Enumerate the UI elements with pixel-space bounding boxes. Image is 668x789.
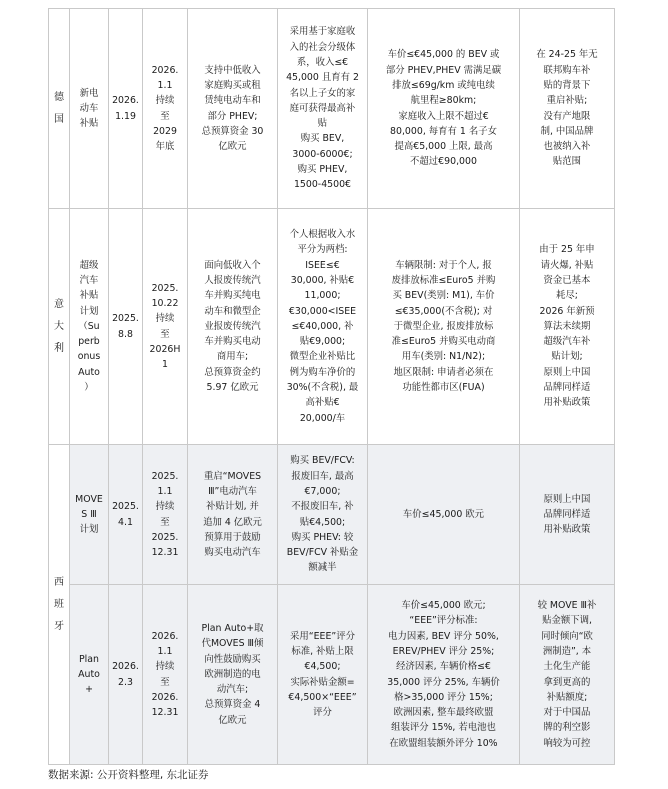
conditions-cell <box>368 209 520 445</box>
content-cell <box>188 209 278 445</box>
content-cell <box>188 9 278 209</box>
table-body <box>49 9 615 765</box>
conditions-line: 格>35,000 评分 15%; <box>394 691 493 703</box>
conditions-line: 航里程≥80km; <box>410 95 477 107</box>
period-line: 12.31 <box>151 707 179 719</box>
amount-line: 购买 BEV/FCV: <box>290 455 355 467</box>
amount-line: 额减半 <box>308 562 337 574</box>
program-line: onus <box>77 351 101 363</box>
content-line: Ⅲ”电动汽车 <box>208 485 257 497</box>
notes-line: 品牌同样适 <box>543 508 591 520</box>
notes-line: 制, 中国品牌 <box>540 125 594 137</box>
program-line: Auto <box>78 668 100 680</box>
content-line: 人报废传统汽 <box>204 274 261 286</box>
notes-line: 拿到更高的 <box>543 676 591 688</box>
content-line: Plan Auto+取 <box>201 622 264 634</box>
period-line: 至 <box>160 328 170 340</box>
conditions-line: 于微型企业, 报废排放标 <box>393 320 494 332</box>
announce-date-cell: 2026. 1.19 <box>109 9 143 209</box>
content-line: 5.97 亿欧元 <box>206 382 259 394</box>
conditions-line: 买 BEV(类别: M1), 车价 <box>392 290 495 302</box>
notes-line: 在 24-25 年无 <box>536 49 598 61</box>
content-line: 赁纯电动车和 <box>204 95 261 107</box>
content-line: 部分 PHEV; <box>207 110 258 122</box>
content-line: 亿欧元 <box>218 141 247 153</box>
content-line: 面向低收入个 <box>204 259 261 271</box>
notes-line: 资金已基本 <box>543 274 591 286</box>
conditions-line: 组装评分 15%, 若电池也 <box>391 722 496 734</box>
content-line: 追加 4 亿欧元 <box>203 516 262 528</box>
notes-line: 对于中国品 <box>543 707 591 719</box>
content-line: 代MOVES Ⅲ倾 <box>201 638 264 650</box>
period-cell <box>143 9 188 209</box>
content-line: 商用车; <box>216 351 249 363</box>
notes-line: 洲制造”, 本 <box>542 645 592 657</box>
notes-line: 算法未续期 <box>543 320 591 332</box>
program-line: 计划 <box>79 524 99 536</box>
period-line: 年底 <box>155 141 175 153</box>
program-line: Plan <box>79 653 99 665</box>
amount-cell <box>278 209 368 445</box>
conditions-line: 准≤Euro5 并购买电动商 <box>391 336 496 348</box>
conditions-line: 欧洲因素, 整车最终欧盟 <box>393 707 494 719</box>
content-cell <box>188 585 278 765</box>
conditions-line: EREV/PHEV 评分 25%; <box>392 645 495 657</box>
notes-line: 请火爆, 补贴 <box>540 259 594 271</box>
period-line: 持续 <box>155 661 175 673</box>
amount-line: 微型企业补贴比 <box>289 351 356 363</box>
amount-line: 1500-4500€ <box>293 179 352 191</box>
notes-line: 贴金额下调, <box>542 615 592 627</box>
conditions-line: 车价≤45,000 欧元 <box>402 508 485 520</box>
notes-line: 品牌同样适 <box>543 382 591 394</box>
content-line: 向性鼓励购买 <box>204 653 261 665</box>
notes-line: 用补贴政策 <box>543 397 591 409</box>
amount-line: 45,000 且育有 2 <box>286 72 359 84</box>
notes-line: 补贴额度; <box>546 691 588 703</box>
country-char: 利 <box>54 342 64 354</box>
amount-line: €4,500; <box>304 661 341 673</box>
period-cell <box>143 209 188 445</box>
period-line: 至 <box>160 516 170 528</box>
notes-line: 响较为可控 <box>543 737 591 749</box>
program-line: 动车 <box>79 102 99 114</box>
conditions-line: 80,000, 每育有 1 名子女 <box>390 125 497 137</box>
conditions-line: 功能性都市区(FUA) <box>402 382 485 394</box>
period-line: 1.1 <box>157 645 173 657</box>
notes-cell <box>520 209 615 445</box>
country-cell <box>49 9 70 209</box>
amount-cell <box>278 9 368 209</box>
subsidy-table <box>48 8 615 765</box>
amount-line: 不报废旧车, 补 <box>291 501 354 513</box>
amount-line: 实际补贴金额= <box>290 676 355 688</box>
period-line: 至 <box>160 110 170 122</box>
announce-date-cell: 2026. 2.3 <box>109 585 143 765</box>
amount-line: 采用基于家庭收 <box>289 26 356 38</box>
content-line: 总预算资金约 <box>204 366 261 378</box>
conditions-line: 电力因素, BEV 评分 50%, <box>388 630 499 642</box>
program-line: Auto <box>78 366 100 378</box>
period-line: 持续 <box>155 95 175 107</box>
amount-line: €4,500×“EEE” <box>288 691 357 703</box>
conditions-cell <box>368 9 520 209</box>
amount-line: 评分 <box>313 707 332 719</box>
period-line: 1.1 <box>157 79 173 91</box>
program-cell <box>70 585 109 765</box>
content-cell <box>188 445 278 585</box>
conditions-line: 废排放标准≤Euro5 并购 <box>391 274 496 286</box>
amount-line: 购买 BEV, <box>300 133 345 145</box>
period-line: 2025. <box>151 470 179 482</box>
country-cell <box>49 209 70 445</box>
period-line: 2029 <box>153 125 177 137</box>
content-line: 动汽车; <box>216 684 249 696</box>
table-row <box>49 585 615 765</box>
amount-line: ISEE≤€ <box>305 259 340 271</box>
amount-line: 平分为两档: <box>297 244 348 256</box>
amount-line: 贴 <box>317 118 328 130</box>
content-line: 支持中低收入 <box>204 64 261 76</box>
program-line: 新电 <box>79 87 99 99</box>
amount-line: 3000-6000€; <box>292 148 353 160</box>
notes-cell <box>520 585 615 765</box>
period-line: 2025. <box>151 531 179 543</box>
amount-line: 采用“EEE”评分 <box>290 630 355 642</box>
country-char: 意 <box>54 298 64 310</box>
notes-cell <box>520 9 615 209</box>
amount-line: BEV/FCV 补贴金 <box>286 547 359 559</box>
conditions-line: ≤€35,000(不含税); 对 <box>394 305 493 317</box>
notes-cell <box>520 445 615 585</box>
amount-line: 贴€9,000; <box>299 336 346 348</box>
content-line: 欧洲制造的电 <box>204 668 261 680</box>
program-line: S Ⅲ <box>81 508 97 520</box>
amount-line: 20,000/车 <box>299 412 346 424</box>
notes-line: 由于 25 年申 <box>539 244 595 256</box>
notes-line: 没有产地限 <box>543 110 591 122</box>
program-cell <box>70 445 109 585</box>
period-line: 2026. <box>151 691 179 703</box>
country-char: 牙 <box>54 620 64 632</box>
amount-line: 30,000, 补贴€ <box>290 274 355 286</box>
amount-line: 30%(不含税), 最 <box>286 382 359 394</box>
announce-date-cell: 2025. 8.8 <box>109 209 143 445</box>
program-line: perb <box>78 336 100 348</box>
period-line: 2026. <box>151 64 179 76</box>
amount-line: 个人根据收入水 <box>289 229 356 241</box>
program-line: 超级 <box>79 259 99 271</box>
conditions-line: 在欧盟组装额外评分 10% <box>389 737 498 749</box>
conditions-cell <box>368 445 520 585</box>
conditions-cell <box>368 585 520 765</box>
period-line: 12.31 <box>151 547 179 559</box>
amount-line: 高补贴€ <box>305 397 340 409</box>
table-row <box>49 9 615 209</box>
amount-line: 入的社会分级体 <box>289 41 356 53</box>
amount-line: 系，收入≤€ <box>296 56 349 68</box>
notes-line: 重启补贴; <box>546 95 588 107</box>
amount-line: 标准, 补贴上限 <box>291 645 354 657</box>
conditions-line: 用车(类别: N1/N2); <box>401 351 486 363</box>
amount-line: ≤€40,000, 补 <box>291 320 354 332</box>
notes-line: 原则上中国 <box>543 493 591 505</box>
content-line: 车并购买纯电 <box>204 290 261 302</box>
period-line: 2026H <box>149 343 181 355</box>
conditions-line: 部分 PHEV,PHEV 需满足碳 <box>385 64 502 76</box>
source-note: 数据来源: 公开资料整理, 东北证券 <box>48 769 209 781</box>
notes-line: 用补贴政策 <box>543 524 591 536</box>
program-line: 汽车 <box>79 274 99 286</box>
amount-line: 庭可获得最高补 <box>289 102 356 114</box>
period-line: 持续 <box>155 313 175 325</box>
table-row <box>49 209 615 445</box>
amount-line: 购买 PHEV, <box>297 164 348 176</box>
conditions-line: 家庭收入上限不超过€ <box>398 110 489 122</box>
amount-line: 贴€4,500; <box>299 516 346 528</box>
program-line: ） <box>84 382 94 394</box>
content-line: 车并购买电动 <box>204 336 261 348</box>
period-line: 2025. <box>151 282 179 294</box>
program-line: 补贴 <box>79 118 99 130</box>
program-cell <box>70 9 109 209</box>
amount-line: €30,000<ISEE <box>288 305 357 317</box>
period-line: 持续 <box>155 501 175 513</box>
amount-line: 11,000; <box>304 290 341 302</box>
period-cell <box>143 445 188 585</box>
content-line: 亿欧元 <box>218 714 247 726</box>
amount-cell <box>278 445 368 585</box>
notes-line: 贴范围 <box>552 156 582 168</box>
program-line: + <box>85 684 93 696</box>
conditions-line: 车价≤€45,000 的 BEV 或 <box>387 49 500 61</box>
conditions-line: 不超过€90,000 <box>410 156 477 168</box>
conditions-line: 车价≤45,000 欧元; <box>401 600 486 612</box>
country-char: 西 <box>54 576 64 588</box>
content-line: 预算用于鼓励 <box>204 531 261 543</box>
program-line: 计划 <box>79 305 99 317</box>
notes-line: 贴的背景下 <box>543 79 591 91</box>
content-line: 补贴计划, 并 <box>206 501 259 513</box>
program-line: （Su <box>78 320 100 332</box>
country-char: 大 <box>54 320 64 332</box>
amount-line: €7,000; <box>304 485 341 497</box>
notes-line: 也被纳入补 <box>543 141 591 153</box>
notes-line: 牌的利空影 <box>543 722 591 734</box>
country-cell <box>49 445 70 765</box>
content-line: 家庭购买或租 <box>204 79 261 91</box>
notes-line: 原则上中国 <box>543 366 591 378</box>
period-line: 至 <box>160 676 170 688</box>
notes-line: 土化生产能 <box>543 661 591 673</box>
content-line: 购买电动汽车 <box>204 547 261 559</box>
amount-line: 报废旧车, 最高 <box>291 470 354 482</box>
table-row <box>49 445 615 585</box>
conditions-line: 35,000 评分 25%, 车辆价 <box>387 676 500 688</box>
amount-line: 名以上子女的家 <box>289 87 356 99</box>
period-line: 2026. <box>151 630 179 642</box>
period-line: 1.1 <box>157 485 173 497</box>
conditions-line: 排放≤69g/km 或纯电续 <box>392 79 495 91</box>
conditions-line: 提高€5,000 上限, 最高 <box>394 141 493 153</box>
content-line: 动车和微型企 <box>204 305 261 317</box>
program-line: MOVE <box>75 493 103 505</box>
program-line: 补贴 <box>79 290 99 302</box>
content-line: 重启“MOVES <box>203 470 262 482</box>
period-line: 1 <box>162 359 168 371</box>
amount-cell <box>278 585 368 765</box>
conditions-line: 经济因素, 车辆价格≤€ <box>396 661 491 673</box>
amount-line: 购买 PHEV: 较 <box>291 531 354 543</box>
conditions-line: “EEE”评分标准: <box>409 615 478 627</box>
period-line: 10.22 <box>151 297 179 309</box>
period-cell <box>143 585 188 765</box>
notes-line: 联邦购车补 <box>543 64 591 76</box>
conditions-line: 地区限制: 申请者必须在 <box>393 366 494 378</box>
notes-line: 超级汽车补 <box>543 336 591 348</box>
content-line: 总预算资金 4 <box>204 699 261 711</box>
program-cell <box>70 209 109 445</box>
country-char: 班 <box>54 598 64 610</box>
country-char: 国 <box>54 113 64 125</box>
content-line: 总预算资金 30 <box>201 125 264 137</box>
notes-line: 耗尽; <box>556 290 578 302</box>
content-line: 业报废传统汽 <box>204 320 261 332</box>
notes-line: 较 MOVE Ⅲ补 <box>537 600 597 612</box>
country-char: 德 <box>54 91 64 103</box>
notes-line: 2026 年新预 <box>539 305 595 317</box>
notes-line: 贴计划; <box>551 351 583 363</box>
conditions-line: 车辆限制: 对于个人, 报 <box>395 259 492 271</box>
amount-line: 例为购车净价的 <box>289 366 356 378</box>
notes-line: 同时倾向“欧 <box>541 630 593 642</box>
announce-date-cell: 2025. 4.1 <box>109 445 143 585</box>
